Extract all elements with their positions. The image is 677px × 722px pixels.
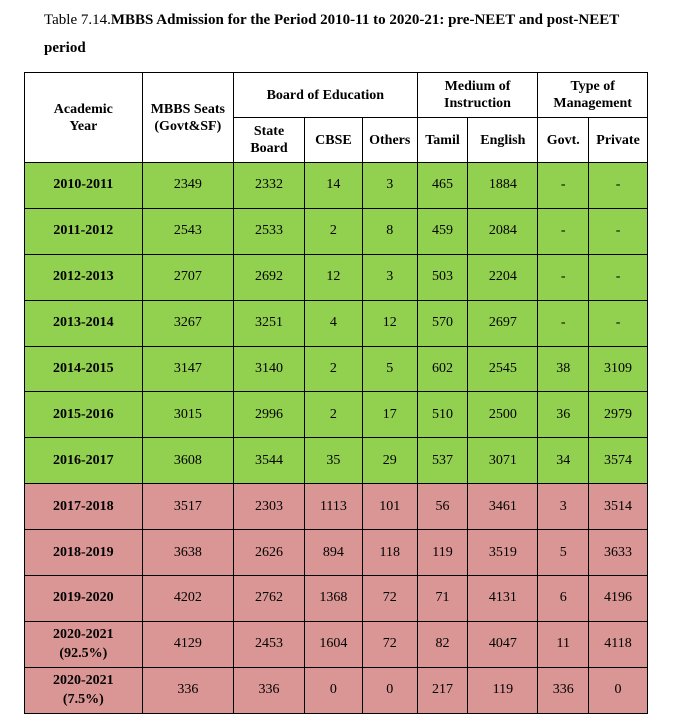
academic-year-cell — [25, 254, 143, 300]
others-cell: 3 — [362, 254, 417, 300]
govt-cell: 5 — [538, 530, 589, 576]
academic-year: 2011-2012 — [53, 223, 114, 239]
academic-year: 2019-2020 — [53, 590, 114, 606]
govt-cell: - — [538, 208, 589, 254]
others-cell: 12 — [362, 300, 417, 346]
state-cell: 336 — [234, 667, 305, 713]
state-cell: 3544 — [234, 438, 305, 484]
english-cell: 2545 — [468, 346, 538, 392]
govt-cell: 3 — [538, 484, 589, 530]
others-cell: 17 — [362, 392, 417, 438]
cbse-cell: 1368 — [305, 576, 363, 622]
govt-cell: 11 — [538, 621, 589, 667]
private-cell: 4196 — [589, 576, 648, 622]
tamil-cell: 71 — [417, 576, 468, 622]
tamil-cell: 465 — [417, 163, 468, 209]
english-cell: 4131 — [468, 576, 538, 622]
private-cell: 4118 — [589, 621, 648, 667]
tamil-cell: 510 — [417, 392, 468, 438]
private-cell: - — [589, 208, 648, 254]
english-cell: 119 — [468, 667, 538, 713]
table-row — [25, 300, 648, 346]
govt-cell: 6 — [538, 576, 589, 622]
seats-cell: 3517 — [142, 484, 233, 530]
cbse-cell: 12 — [305, 254, 363, 300]
academic-year: 2015-2016 — [53, 406, 114, 422]
header-private: Private — [589, 118, 648, 163]
govt-cell: 336 — [538, 667, 589, 713]
english-cell: 3461 — [468, 484, 538, 530]
english-cell: 2500 — [468, 392, 538, 438]
academic-year-cell — [25, 576, 143, 622]
private-cell: 3514 — [589, 484, 648, 530]
seats-cell: 3267 — [142, 300, 233, 346]
seats-cell: 3147 — [142, 346, 233, 392]
academic-year-note: (7.5%) — [62, 692, 104, 708]
state-cell: 2453 — [234, 621, 305, 667]
english-cell: 1884 — [468, 163, 538, 209]
english-cell: 4047 — [468, 621, 538, 667]
others-cell: 3 — [362, 163, 417, 209]
others-cell: 8 — [362, 208, 417, 254]
seats-cell: 4129 — [142, 621, 233, 667]
seats-cell: 2349 — [142, 163, 233, 209]
tamil-cell: 119 — [417, 530, 468, 576]
table-row — [25, 621, 648, 667]
academic-year: 2020-2021 — [53, 673, 114, 689]
table-row — [25, 346, 648, 392]
academic-year: 2017-2018 — [53, 498, 114, 514]
state-cell: 2692 — [234, 254, 305, 300]
table-title-continued: period — [44, 40, 86, 56]
table-row — [25, 576, 648, 622]
academic-year-cell — [25, 300, 143, 346]
state-cell: 2762 — [234, 576, 305, 622]
english-cell: 2204 — [468, 254, 538, 300]
table-row — [25, 530, 648, 576]
english-cell: 2697 — [468, 300, 538, 346]
academic-year-note: (92.5%) — [59, 646, 108, 662]
academic-year-cell — [25, 530, 143, 576]
academic-year: 2018-2019 — [53, 544, 114, 560]
others-cell: 118 — [362, 530, 417, 576]
seats-cell: 2543 — [142, 208, 233, 254]
table-body — [25, 163, 648, 714]
tamil-cell: 82 — [417, 621, 468, 667]
cbse-cell: 4 — [305, 300, 363, 346]
table-row — [25, 667, 648, 713]
header-board-of-education: Board of Education — [234, 73, 418, 118]
table-row — [25, 392, 648, 438]
english-cell: 3519 — [468, 530, 538, 576]
govt-cell: - — [538, 300, 589, 346]
govt-cell: 34 — [538, 438, 589, 484]
cbse-cell: 2 — [305, 346, 363, 392]
others-cell: 72 — [362, 621, 417, 667]
header-state-board: State Board — [234, 118, 305, 163]
header-tamil: Tamil — [417, 118, 468, 163]
private-cell: 3109 — [589, 346, 648, 392]
header-english: English — [468, 118, 538, 163]
govt-cell: 38 — [538, 346, 589, 392]
header-govt: Govt. — [538, 118, 589, 163]
cbse-cell: 14 — [305, 163, 363, 209]
english-cell: 3071 — [468, 438, 538, 484]
private-cell: 3574 — [589, 438, 648, 484]
govt-cell: 36 — [538, 392, 589, 438]
others-cell: 0 — [362, 667, 417, 713]
tamil-cell: 459 — [417, 208, 468, 254]
seats-cell: 4202 — [142, 576, 233, 622]
academic-year-cell — [25, 667, 143, 713]
header-cbse: CBSE — [305, 118, 363, 163]
seats-cell: 3608 — [142, 438, 233, 484]
private-cell: 3633 — [589, 530, 648, 576]
header-academic-year: Academic Year — [25, 73, 143, 163]
state-cell: 2303 — [234, 484, 305, 530]
others-cell: 101 — [362, 484, 417, 530]
tamil-cell: 217 — [417, 667, 468, 713]
seats-cell: 3638 — [142, 530, 233, 576]
seats-cell: 336 — [142, 667, 233, 713]
table-row — [25, 163, 648, 209]
academic-year-cell — [25, 621, 143, 667]
private-cell: 0 — [589, 667, 648, 713]
academic-year: 2012-2013 — [53, 269, 114, 285]
table-caption — [44, 6, 664, 62]
state-cell: 2626 — [234, 530, 305, 576]
academic-year-cell — [25, 392, 143, 438]
header-others: Others — [362, 118, 417, 163]
academic-year: 2010-2011 — [53, 177, 114, 193]
private-cell: - — [589, 163, 648, 209]
govt-cell: - — [538, 163, 589, 209]
cbse-cell: 2 — [305, 208, 363, 254]
tamil-cell: 570 — [417, 300, 468, 346]
cbse-cell: 2 — [305, 392, 363, 438]
cbse-cell: 894 — [305, 530, 363, 576]
others-cell: 29 — [362, 438, 417, 484]
academic-year-cell — [25, 208, 143, 254]
private-cell: - — [589, 254, 648, 300]
tamil-cell: 602 — [417, 346, 468, 392]
academic-year: 2013-2014 — [53, 315, 114, 331]
others-cell: 72 — [362, 576, 417, 622]
cbse-cell: 35 — [305, 438, 363, 484]
table-row — [25, 438, 648, 484]
govt-cell: - — [538, 254, 589, 300]
cbse-cell: 0 — [305, 667, 363, 713]
academic-year-cell — [25, 438, 143, 484]
state-cell: 2996 — [234, 392, 305, 438]
academic-year: 2016-2017 — [53, 452, 114, 468]
cbse-cell: 1604 — [305, 621, 363, 667]
header-row-groups — [25, 73, 648, 118]
tamil-cell: 503 — [417, 254, 468, 300]
academic-year: 2014-2015 — [53, 361, 114, 376]
state-cell: 3140 — [234, 346, 305, 392]
seats-cell: 3015 — [142, 392, 233, 438]
table-row — [25, 254, 648, 300]
academic-year-cell — [25, 346, 143, 392]
tamil-cell: 537 — [417, 438, 468, 484]
state-cell: 2332 — [234, 163, 305, 209]
mbbs-admission-table — [24, 72, 648, 714]
table-title: MBBS Admission for the Period 2010-11 to 2020-21: pre-NEET and post-NEET — [110, 12, 620, 28]
header-mbbs-seats: MBBS Seats (Govt&SF) — [142, 73, 233, 163]
table-row — [25, 484, 648, 530]
academic-year-cell — [25, 484, 143, 530]
table-number: Table 7.14. — [44, 12, 111, 28]
header-type-of-management: Type of Management — [538, 73, 648, 118]
tamil-cell: 56 — [417, 484, 468, 530]
seats-cell: 2707 — [142, 254, 233, 300]
private-cell: 2979 — [589, 392, 648, 438]
academic-year-cell — [25, 163, 143, 209]
state-cell: 3251 — [234, 300, 305, 346]
english-cell: 2084 — [468, 208, 538, 254]
academic-year: 2020-2021 — [53, 627, 114, 643]
others-cell: 5 — [362, 346, 417, 392]
private-cell: - — [589, 300, 648, 346]
state-cell: 2533 — [234, 208, 305, 254]
cbse-cell: 1113 — [305, 484, 363, 530]
header-medium-of-instruction: Medium of Instruction — [417, 73, 538, 118]
table-row — [25, 208, 648, 254]
